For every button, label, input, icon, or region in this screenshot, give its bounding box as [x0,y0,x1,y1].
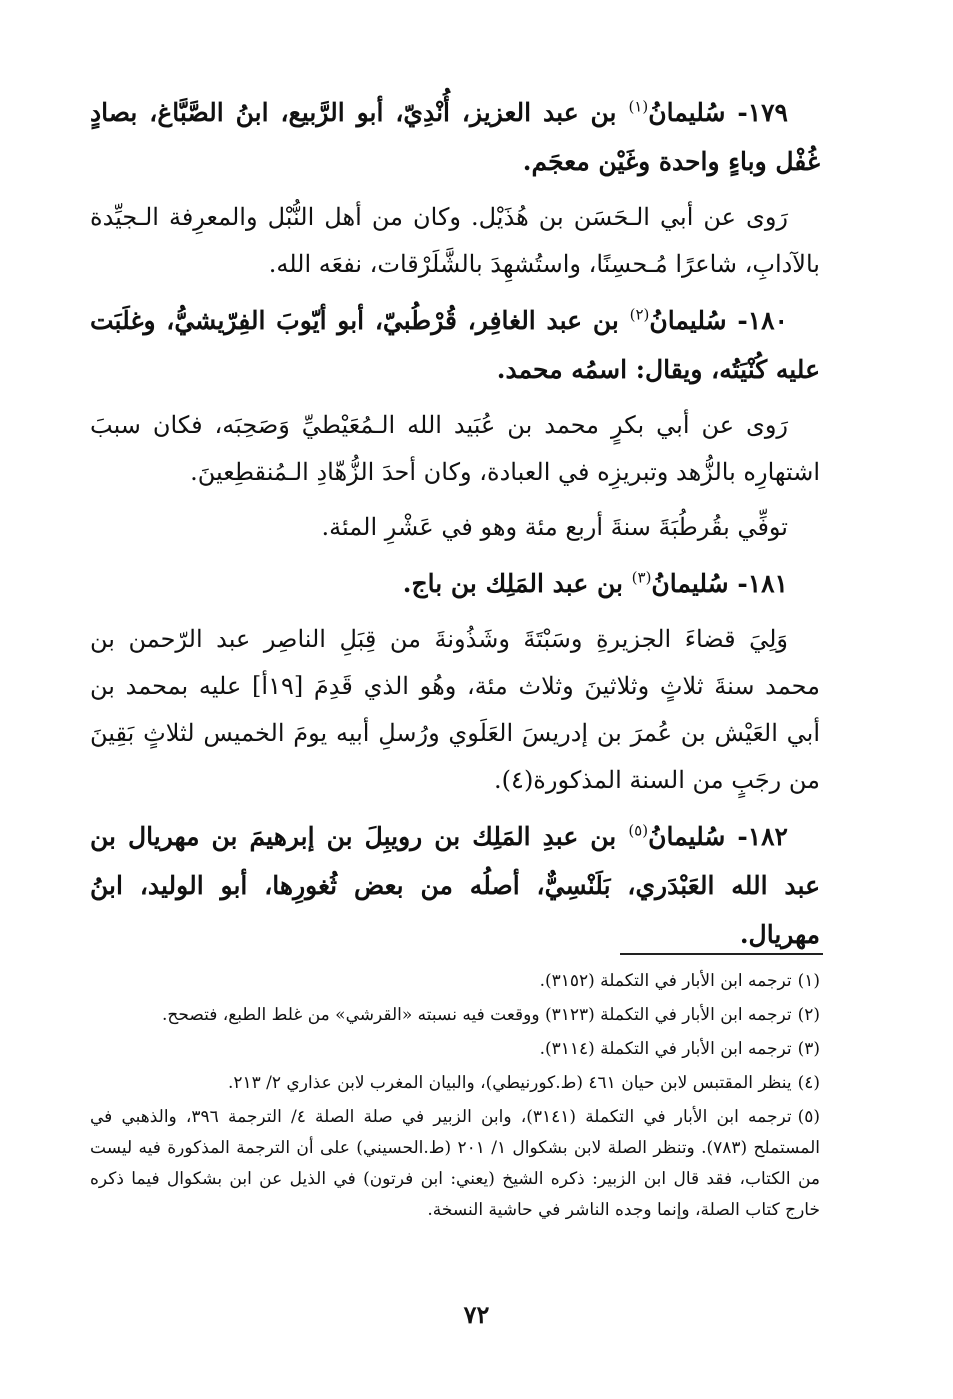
footnote-text: ترجمه ابن الأبار في التكملة (٣١٤١)، وابن الزبير في صلة الصلة ٤/ الترجمة ٣٩٦، والذهبي في المستملح (٧٨٣). وتنظر الصلة لابن بشكوال ١/ ٢٠١ (ط.الحسيني) على أن الترجمة المذكورة فيه ليست من الكتاب، فقد قال ابن الزبير: ذكره الشيخ (يعني: ابن فرتون) في الذيل عن ابن بشكوال فيما ذكره خارج كتاب الصلة، وإنما وجده الناشر في حاشية النسخة. [90,1107,820,1220]
footnote-label: (٥) [797,1107,821,1127]
entry-name: ١٨٢- سُليمانُ [648,822,788,851]
footnote-label: (٣) [797,1039,820,1059]
footnote [90,966,820,997]
entry-name: ١٧٩- سُليمانُ [648,98,788,127]
entry-heading [90,296,820,394]
entry-heading [90,559,820,608]
footnote-ref[interactable]: (٥) [628,821,649,840]
entry-heading-text: بن عبد المَلِك بن باج. [402,569,632,598]
entry-name: ١٨١- سُليمانُ [651,569,788,598]
footnote [90,1034,820,1065]
entry-heading [90,88,820,186]
footnotes [90,966,820,1229]
entry-heading-text: بن عبد العزيز، أُنْدِيّ، أبو الرَّبيع، ابنُ الصَّبَّاغ، بصادٍ غُفْل وباءٍ واحدة وغَيْن معجَم. [90,98,820,176]
footnote-label: (١) [797,971,820,991]
body-paragraph: رَوى عن أبي بكرٍ محمد بن عُبَيد الله الـمُعَيْطيِّ وَصَحِبَه، فكان سببَ اشتهارِه بالزُّهد وتبريزِه في العبادة، وكان أحدَ الزُّهّادِ الـمُنقطِعينَ. [90,411,820,486]
entry-heading [90,812,820,959]
body-paragraph: رَوى عن أبي الـحَسَن بن هُذَيْل. وكان من أهل النُّبْل والمعرِفة الـجيِّدة بالآدابِ، شاعرًا مُـحسِنًا، واستُشهِدَ بالشَّلَرْقات، نفعَه الله. [90,203,820,278]
main-text [90,88,820,967]
footnote-ref[interactable]: (٣) [631,568,652,587]
entry-name: ١٨٠- سُليمانُ [649,306,788,335]
footnote [90,1000,820,1031]
footnote-ref[interactable]: (٢) [629,305,650,324]
body-paragraph: توفِّي بقُرطُبَةَ سنةَ أربع مئة وهو في عَشْرِ المئة. [321,513,788,541]
footnote [90,1102,820,1226]
footnote-text: ترجمه ابن الأبار في التكملة (٣١١٤). [539,1039,792,1059]
entry-heading-text: بن عبدِ المَلِك بن رويبِلَ بن إبرهيمَ بن مهريال بن عبد الله العَبْدَري، بَلَنْسِيٌّ، أصلُه من بعض ثُغورِها، أبو الوليد، ابنُ مهريال. [90,822,820,949]
body-paragraph: وَلِيَ قضاءَ الجزيرةِ وسَبْتَةَ وشَذُونةَ من قِبَلِ الناصِر عبد الرّحمن بن محمد سنةَ ثلاثٍ وثلاثينَ وثلاث مئة، وهُو الذي قَدِمَ [١٩أ] عليه بمحمد بن أبي العَيْش بن عُمرَ بن إدريسَ العَلَوي ورُسلِ أبيه يومَ الخميس لثلاثٍ بَقِينَ من رجَبٍ من السنة المذكورة(٤). [90,625,820,794]
footnote-divider [620,953,823,955]
page-number: ٧٢ [463,1300,490,1329]
footnote-text: ترجمه ابن الأبار في التكملة (٣١٢٣) ووقعت فيه نسبته «القرشي» من غلط الطبع، فتصحح. [162,1005,792,1025]
entry-heading-text: بن عبد الغافِر، قُرْطُبيّ، أبو أيّوبَ الفِرّيشيُّ، وغلَبَت عليه كُنْيَتُه، ويقال: اسمُه محمد. [90,306,820,384]
footnote-text: ترجمه ابن الأبار في التكملة (٣١٥٢). [539,971,792,991]
footnote-label: (٤) [797,1073,820,1093]
footnote-ref[interactable]: (١) [628,97,649,116]
footnote-label: (٢) [797,1005,820,1025]
footnote [90,1068,820,1099]
footnote-text: ينظر المقتبس لابن حيان ٤٦١ (ط.كورنيطي)، والبيان المغرب لابن عذاري ٢/ ٢١٣. [227,1073,792,1093]
